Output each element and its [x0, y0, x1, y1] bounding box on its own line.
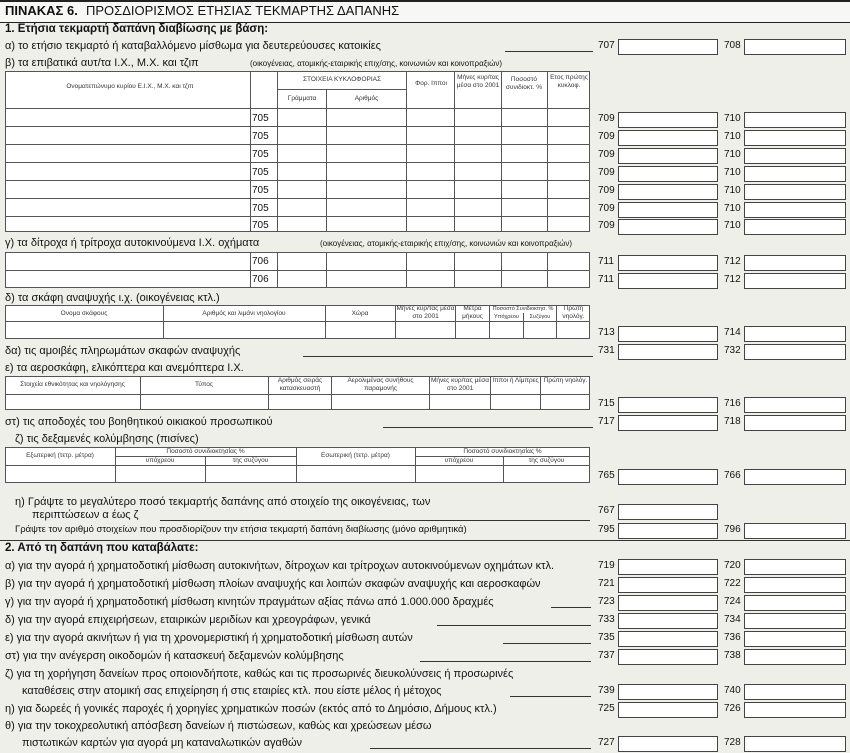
item-2e-label: ε) για την αγορά ακινήτων ή για τη χρονομεριστική ή χρηματοδοτική μίσθωση αυτών — [5, 632, 413, 644]
col-pool-pct-a-2: υπόχρεου — [444, 457, 474, 464]
field-715[interactable] — [618, 397, 718, 413]
leader-line — [510, 696, 591, 697]
code-716: 716 — [724, 398, 741, 409]
field-740[interactable] — [744, 684, 846, 700]
item-1b-note: (οικογένειας, ατομικής-εταιρικής επιχ/σης, κοινωνιών και κοινοπραξιών) — [250, 59, 502, 68]
code-710: 710 — [724, 203, 741, 214]
item-1h-label-1: η) Γράψτε το μεγαλύτερο ποσό τεκμαρτής δαπάνης από στοιχείο της οικογένειας, των — [15, 496, 431, 508]
field-720[interactable] — [744, 559, 846, 575]
field-709[interactable] — [618, 184, 718, 200]
divider — [5, 198, 590, 199]
field-724[interactable] — [744, 595, 846, 611]
col-aircraft-airport: Αερολιμένας συνήθους παραμονής — [347, 377, 414, 392]
leader-line — [420, 661, 591, 662]
divider — [278, 89, 406, 90]
code-738: 738 — [724, 650, 741, 661]
leader-line — [551, 607, 591, 608]
field-735[interactable] — [618, 631, 718, 647]
row-code-705: 705 — [252, 167, 269, 178]
col-boat-country: Χώρα — [351, 310, 369, 317]
code-709: 709 — [598, 185, 615, 196]
code-710: 710 — [724, 185, 741, 196]
code-714: 714 — [724, 327, 741, 338]
item-2c-label: γ) για την αγορά ή χρηματοδοτική μίσθωση κινητών πραγμάτων αξίας πάνω από 1.000.000 δραχμές — [5, 596, 494, 608]
code-731: 731 — [598, 345, 615, 356]
divider — [277, 71, 278, 232]
divider — [406, 252, 407, 288]
section-1-heading: 1. Ετήσια τεκμαρτή δαπάνη διαβίωσης με βάση: — [5, 23, 269, 35]
field-737[interactable] — [618, 649, 718, 665]
divider — [326, 252, 327, 288]
code-739: 739 — [598, 685, 615, 696]
field-725[interactable] — [618, 702, 718, 718]
divider — [250, 71, 251, 232]
col-horsepower: Φορ. Ιπποι — [415, 80, 447, 87]
col-pool-pct-a: υπόχρεου — [145, 457, 175, 464]
code-709: 709 — [598, 220, 615, 231]
item-1da-label: δα) τις αμοιβές πληρωμάτων σκαφών αναψυχής — [5, 345, 241, 357]
code-721: 721 — [598, 578, 615, 589]
code-709: 709 — [598, 203, 615, 214]
item-1c-note: (οικογένειας, ατομικής-εταιρικής επιχ/σης, κοινωνιών και κοινοπραξιών) — [320, 239, 572, 248]
code-737: 737 — [598, 650, 615, 661]
col-boat-ownership: Ποσοστό Συνιδιοκτησ. % — [492, 306, 554, 312]
field-726[interactable] — [744, 702, 846, 718]
field-711[interactable] — [618, 255, 718, 271]
col-pool-pct-b: της συζύγου — [232, 457, 269, 464]
code-728: 728 — [724, 737, 741, 748]
divider — [277, 252, 278, 288]
code-723: 723 — [598, 596, 615, 607]
field-710[interactable] — [744, 202, 846, 218]
leader-line — [437, 625, 591, 626]
field-710[interactable] — [744, 148, 846, 164]
item-2a-label: α) για την αγορά ή χρηματοδοτική μίσθωση αυτοκινήτων, δίτροχων και τρίτροχων αυτοκινούμενων οχημάτων κτλ. — [5, 560, 555, 572]
divider — [326, 89, 327, 232]
field-719[interactable] — [618, 559, 718, 575]
row-code-705: 705 — [252, 203, 269, 214]
col-pool-outdoor: Εξωτερική (τετρ. μέτρα) — [26, 452, 94, 459]
field-709[interactable] — [618, 202, 718, 218]
code-718: 718 — [724, 416, 741, 427]
code-712: 712 — [724, 256, 741, 267]
row-code-705: 705 — [252, 131, 269, 142]
col-pool-pct: Ποσοστό συνιδιοκτησίας % — [166, 448, 245, 455]
col-aircraft-year: Πρώτη νηολόγ. — [543, 377, 588, 384]
divider — [5, 162, 590, 163]
item-1z-label: ζ) τις δεξαμενές κολύμβησης (πισίνες) — [15, 433, 199, 445]
col-boat-year: Πρώτη νηολόγ. — [562, 305, 585, 320]
col-aircraft-id: Στοιχεία εθνικότητας και νηολόγησης — [20, 381, 125, 388]
col-aircraft-type: Τύπος — [194, 381, 214, 388]
field-732[interactable] — [744, 344, 846, 360]
row-code-705: 705 — [252, 113, 269, 124]
item-1st-label: στ) τις αποδοχές του βοηθητικού οικιακού προσωπικού — [5, 416, 273, 428]
col-number: Αριθμός — [354, 95, 379, 102]
field-709[interactable] — [618, 130, 718, 146]
code-717: 717 — [598, 416, 615, 427]
leader-line — [383, 427, 593, 428]
field-728[interactable] — [744, 736, 846, 752]
divider — [5, 180, 590, 181]
col-boat-registration: Αριθμός και λιμάνι νηολογίου — [202, 310, 286, 317]
col-boat-name: Ονομα σκάφους — [60, 310, 108, 317]
leader-line — [503, 643, 591, 644]
field-723[interactable] — [618, 595, 718, 611]
code-710: 710 — [724, 113, 741, 124]
code-715: 715 — [598, 398, 615, 409]
code-710: 710 — [724, 167, 741, 178]
code-709: 709 — [598, 131, 615, 142]
item-2th-label-1: θ) για την τοκοχρεολυτική απόσβεση δανείων ή πιστώσεων, καθώς και χρεώσεων μέσω — [5, 720, 432, 732]
col-letters: Γράμματα — [287, 95, 317, 102]
section-2-heading: 2. Από τη δαπάνη που καταβάλατε: — [5, 542, 199, 554]
field-709[interactable] — [618, 112, 718, 128]
field-766[interactable] — [744, 469, 846, 485]
divider — [5, 394, 590, 395]
leader-line — [303, 356, 593, 357]
item-2z-label-2: καταθέσεις στην ατομική σας επιχείρηση ή στις εταιρίες κτλ. που είστε μέλος ή μέτοχος — [22, 685, 442, 697]
field-727[interactable] — [618, 736, 718, 752]
row-code-705: 705 — [252, 185, 269, 196]
col-boat-length: Μέτρα μήκους — [462, 305, 483, 320]
items-count-label: Γράψτε τον αριθμό στοιχείων που προσδιορίζουν την ετήσια τεκμαρτή δαπάνη διαβίωσης (μόνο αριθμητικά) — [15, 524, 467, 535]
divider — [5, 270, 590, 271]
item-2h-label: η) για δωρεές ή γονικές παροχές ή χορηγίες χρηματικών ποσών (εκτός από το Δημόσιο, Δήμους κτλ.) — [5, 703, 497, 715]
field-731[interactable] — [618, 344, 718, 360]
col-registration: ΣΤΟΙΧΕΙΑ ΚΥΚΛΟΦΟΡΙΑΣ — [303, 76, 381, 83]
field-709[interactable] — [618, 148, 718, 164]
row-code-705: 705 — [252, 220, 269, 231]
leader-line — [505, 51, 593, 52]
field-733[interactable] — [618, 613, 718, 629]
code-736: 736 — [724, 632, 741, 643]
code-712: 712 — [724, 274, 741, 285]
code-710: 710 — [724, 220, 741, 231]
code-766: 766 — [724, 470, 741, 481]
divider — [454, 71, 455, 232]
item-2b-label: β) για την αγορά ή χρηματοδοτική μίσθωση πλοίων αναψυχής και λοιπών σκαφών αναψυχής και αεροσκαφών — [5, 578, 541, 590]
divider — [547, 71, 548, 232]
field-712[interactable] — [744, 273, 846, 289]
divider — [0, 540, 850, 541]
col-aircraft-serial: Αριθμός σειράς κατασκευαστή — [277, 377, 323, 392]
field-710[interactable] — [744, 184, 846, 200]
field-709[interactable] — [618, 166, 718, 182]
divider — [5, 321, 590, 322]
code-732: 732 — [724, 345, 741, 356]
item-1h-label-2: περιπτώσεων α έως ζ — [32, 509, 139, 521]
col-pool-pct-2: Ποσοστό συνιδιοκτησίας % — [463, 448, 542, 455]
col-boat-months: Μήνες κυρ/τας μέσα στο 2001 — [396, 305, 455, 320]
field-711[interactable] — [618, 273, 718, 289]
table-title: ΠΡΟΣΔΙΟΡΙΣΜΟΣ ΕΤΗΣΙΑΣ ΤΕΚΜΑΡΤΗΣ ΔΑΠΑΝΗΣ — [86, 3, 400, 18]
code-795: 795 — [598, 524, 615, 535]
col-pool-pct-b-2: της συζύγου — [528, 457, 565, 464]
field-712[interactable] — [744, 255, 846, 271]
col-boat-ownership-b: Συζύγου — [529, 314, 551, 320]
field-718[interactable] — [744, 415, 846, 431]
field-708[interactable] — [744, 39, 846, 55]
field-714[interactable] — [744, 326, 846, 342]
code-725: 725 — [598, 703, 615, 714]
code-765: 765 — [598, 470, 615, 481]
code-711: 711 — [598, 274, 614, 285]
divider — [454, 252, 455, 288]
field-738[interactable] — [744, 649, 846, 665]
field-722[interactable] — [744, 577, 846, 593]
field-716[interactable] — [744, 397, 846, 413]
divider — [406, 71, 407, 232]
code-735: 735 — [598, 632, 615, 643]
col-boat-ownership-a: Υπόχρεου — [494, 314, 519, 320]
field-739[interactable] — [618, 684, 718, 700]
field-795[interactable] — [618, 523, 718, 539]
col-ownership-pct: Ποσοστό συνιδιοκτ. % — [505, 76, 543, 91]
field-707[interactable] — [618, 39, 718, 55]
code-726: 726 — [724, 703, 741, 714]
item-2d-label: δ) για την αγορά επιχειρήσεων, εταιρικών μεριδίων και χρεογράφων, γενικά — [5, 614, 371, 626]
row-code-706: 706 — [252, 256, 269, 267]
code-713: 713 — [598, 327, 615, 338]
code-767: 767 — [598, 505, 615, 516]
field-721[interactable] — [618, 577, 718, 593]
code-722: 722 — [724, 578, 741, 589]
code-709: 709 — [598, 113, 615, 124]
field-710[interactable] — [744, 112, 846, 128]
table-title-bar — [0, 0, 850, 23]
field-709[interactable] — [618, 219, 718, 235]
item-1c-label: γ) τα δίτροχα ή τρίτροχα αυτοκινούμενα Ι.Χ. οχήματα — [5, 237, 260, 249]
code-727: 727 — [598, 737, 615, 748]
code-733: 733 — [598, 614, 615, 625]
col-aircraft-hp: Ιπποι ή Λίμπρες — [492, 377, 539, 384]
code-707: 707 — [598, 40, 615, 51]
divider — [501, 252, 502, 288]
leader-line — [370, 748, 591, 749]
code-710: 710 — [724, 149, 741, 160]
field-736[interactable] — [744, 631, 846, 647]
code-796: 796 — [724, 524, 741, 535]
row-code-705: 705 — [252, 149, 269, 160]
code-724: 724 — [724, 596, 741, 607]
code-710: 710 — [724, 131, 741, 142]
field-717[interactable] — [618, 415, 718, 431]
table-number: ΠΙΝΑΚΑΣ 6. — [5, 3, 78, 18]
item-1e-label: ε) τα αεροσκάφη, ελικόπτερα και ανεμόπτερα Ι.Χ. — [5, 362, 244, 374]
item-2z-label-1: ζ) για τη χορήγηση δανείων προς οποιονδήποτε, καθώς και τις προσωρινές διευκολύνσεις ή προσωρινές — [5, 668, 514, 680]
field-710[interactable] — [744, 166, 846, 182]
divider — [5, 144, 590, 145]
field-710[interactable] — [744, 219, 846, 235]
divider — [547, 252, 548, 288]
col-first-year: Ετος πρώτης κυκλοφ. — [550, 74, 588, 89]
divider — [5, 216, 590, 217]
code-711: 711 — [598, 256, 614, 267]
field-710[interactable] — [744, 130, 846, 146]
code-708: 708 — [724, 40, 741, 51]
field-767[interactable] — [618, 504, 718, 520]
field-765[interactable] — [618, 469, 718, 485]
code-709: 709 — [598, 149, 615, 160]
col-owner-name: Ονοματεπώνυμο κυρίου Ε.Ι.Χ., Μ.Χ. και τζιπ — [66, 83, 194, 90]
code-719: 719 — [598, 560, 615, 571]
field-734[interactable] — [744, 613, 846, 629]
code-709: 709 — [598, 167, 615, 178]
row-code-706: 706 — [252, 274, 269, 285]
col-aircraft-months: Μήνες κυρ/τας μέσα στο 2001 — [430, 377, 489, 392]
col-pool-indoor: Εσωτερική (τετρ. μέτρα) — [321, 452, 390, 459]
divider — [250, 252, 251, 288]
divider — [5, 108, 590, 109]
item-2th-label-2: πιστωτικών καρτών για αγορά μη καταναλωτικών αγαθών — [22, 737, 303, 749]
item-1d-label: δ) τα σκάφη αναψυχής ι.χ. (οικογένειας κτλ.) — [5, 292, 220, 304]
col-months: Μήνες κυρ/τας μέσα στο 2001 — [456, 74, 500, 89]
code-720: 720 — [724, 560, 741, 571]
code-734: 734 — [724, 614, 741, 625]
leader-line — [160, 520, 590, 521]
divider — [5, 126, 590, 127]
item-1a-label: α) το ετήσιο τεκμαρτό ή καταβαλλόμενο μίσθωμα για δευτερεύουσες κατοικίες — [5, 40, 381, 52]
item-2st-label: στ) για την ανέγερση οικοδομών ή κατασκευή δεξαμενών κολύμβησης — [5, 650, 344, 662]
field-713[interactable] — [618, 326, 718, 342]
item-1b-label: β) τα επιβατικά αυτ/τα Ι.Χ., Μ.Χ. και τζιπ — [5, 57, 199, 69]
field-796[interactable] — [744, 523, 846, 539]
code-740: 740 — [724, 685, 741, 696]
divider — [501, 71, 502, 232]
